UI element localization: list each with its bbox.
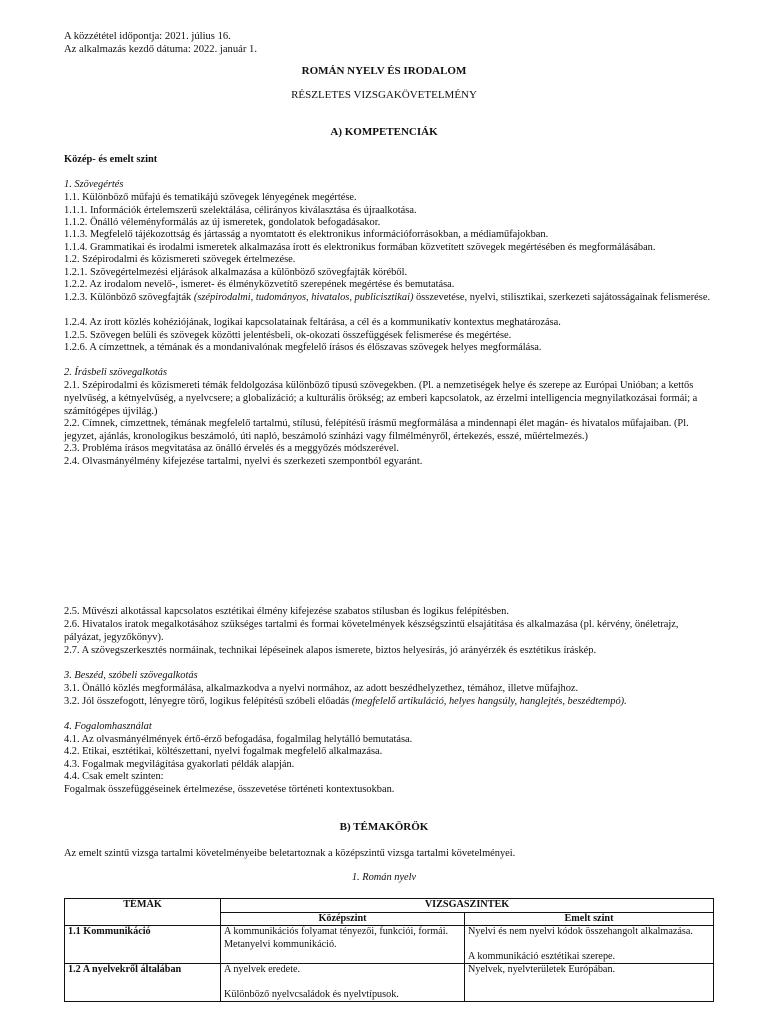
list-item: 4.4. Csak emelt szinten: — [64, 771, 164, 782]
table-cell-topic: 1.2 A nyelvekről általában — [65, 964, 221, 1002]
list-item — [64, 291, 714, 304]
section-b-intro: Az emelt szintű vizsga tartalmi követelményeibe beletartoznak a középszintű vizsga tartalmi követelményei. — [64, 848, 516, 859]
cell-spacer — [468, 939, 710, 951]
list-item: 2.7. A szövegszerkesztés normáinak, technikai lépéseinek alapos ismerete, biztos helyesírás, jó arányérzék és esztétikus íráskép. — [64, 645, 597, 656]
list-item: 1.2.6. A címzettnek, a témának és a mondanivalónak megfelelő írásos és élőszavas szövegek helyes megformálása. — [64, 342, 542, 353]
table-header-adv: Emelt szint — [465, 912, 714, 926]
item-text: összevetése, nyelvi, stilisztikai, szerkezeti sajátosságainak felismerése. — [416, 292, 711, 303]
subsection-3-title: 3. Beszéd, szóbeli szövegalkotás — [64, 670, 198, 681]
list-item: 4.1. Az olvasmányélmények értő-érző befogadása, fogalmilag helytálló bemutatása. — [64, 734, 413, 745]
table-row — [65, 926, 714, 964]
cell-text: Metanyelvi kommunikáció. — [224, 938, 337, 950]
publication-date: A közzététel időpontja: 2021. július 16. — [64, 31, 231, 42]
effective-date: Az alkalmazás kezdő dátuma: 2022. január 1. — [64, 44, 257, 55]
list-item: 1.1.1. Információk értelemszerű szelektálása, célirányos kiválasztása és újraalkotása. — [64, 205, 417, 216]
list-item: 2.2. Címnek, címzettnek, témának megfelelő tartalmú, stílusú, felépítésű írásmű megformálása a mindennapi élet magán- és hivatalos műfajaiban. (Pl. jegyzet, ajánlás, kronologikus beszámoló, úti napló, beszámoló színházi vagy filmélményről, értekezés, esszé, műértelmezés.) — [64, 418, 689, 442]
item-text: 1.2.3. Különböző szövegfajták — [64, 292, 192, 303]
cell-text: A kommunikáció esztétikai szerepe. — [468, 950, 616, 962]
list-item: 1.2.4. Az írott közlés kohéziójának, logikai kapcsolatainak feltárása, a cél és a kommunikatív kontextus meghatározása. — [64, 317, 561, 328]
cell-spacer — [224, 977, 461, 989]
list-item: 1.2.1. Szövegértelmezési eljárások alkalmazása a különböző szövegfajták köréből. — [64, 267, 408, 278]
table-row — [65, 964, 714, 1002]
topics-table — [64, 898, 714, 1002]
list-item: Fogalmak összefüggéseinek értelmezése, összevetése történeti kontextusokban. — [64, 784, 395, 795]
table-cell-adv — [465, 926, 714, 964]
section-b-subtitle: 1. Román nyelv — [351, 872, 417, 883]
list-item: 2.3. Probléma írásos megvitatása az önálló érvelés és a meggyőzés módszerével. — [64, 443, 399, 454]
subsection-1-title: 1. Szövegértés — [64, 179, 124, 190]
list-item: 4.2. Etikai, esztétikai, költészettani, nyelvi fogalmak megfelelő alkalmazása. — [64, 746, 383, 757]
list-item: 1.2.2. Az irodalom nevelő-, ismeret- és élményközvetítő szerepének megértése és bemutatása. — [64, 279, 455, 290]
section-a-heading: A) KOMPETENCIÁK — [330, 126, 438, 138]
document-subtitle: RÉSZLETES VIZSGAKÖVETELMÉNY — [291, 89, 477, 101]
item-italic-text: (megfelelő artikuláció, helyes hangsúly, hanglejtés, beszédtempó). — [351, 696, 627, 707]
level-heading: Közép- és emelt szint — [64, 154, 158, 165]
table-cell-mid — [221, 964, 465, 1002]
list-item: 2.1. Szépirodalmi és közismereti témák feldolgozása különböző típusú szövegekben. (Pl. a nemzetiségek helye és szerepe az Európai Unióban; a kettős nyelvűség, a kétnyelvűség, a nyelvcsere; a globalizáció; a kulturális örökség; az emberi kapcsolatok, az érzelmi intelligencia megnyilatkozásai formái; a számítógépes újvilág.) — [64, 380, 698, 417]
table-cell-topic: 1.1 Kommunikáció — [65, 926, 221, 964]
list-item: 1.2. Szépirodalmi és közismereti szövegek értelmezése. — [64, 254, 296, 265]
list-item: 1.1. Különböző műfajú és tematikájú szövegek lényegének megértése. — [64, 192, 357, 203]
cell-text: A kommunikációs folyamat tényezői, funkciói, formái. — [224, 926, 449, 937]
list-item: 2.4. Olvasmányélmény kifejezése tartalmi, nyelvi és szerkezeti szempontból egyaránt. — [64, 456, 423, 467]
table-header-mid: Középszint — [221, 912, 465, 926]
cell-text: Nyelvek, nyelvterületek Európában. — [468, 964, 616, 975]
subsection-2-title: 2. Írásbeli szövegalkotás — [64, 367, 168, 378]
list-item: 3.1. Önálló közlés megformálása, alkalmazkodva a nyelvi normához, az adott beszédhelyzethez, témához, illetve műfajhoz. — [64, 683, 579, 694]
list-item: 2.6. Hivatalos iratok megalkotásához szükséges tartalmi és formai követelmények készségszintű elsajátítása és alkalmazása (pl. kérvény, önéletrajz, pályázat, jegyzőkönyv). — [64, 619, 679, 643]
cell-text: Nyelvi és nem nyelvi kódok összehangolt alkalmazása. — [468, 926, 693, 937]
cell-text: A nyelvek eredete. — [224, 964, 301, 975]
list-item: 4.3. Fogalmak megvilágítása gyakorlati példák alapján. — [64, 759, 295, 770]
list-item: 2.5. Művészi alkotással kapcsolatos esztétikai élmény kifejezése szabatos stílusban és logikus felépítésben. — [64, 606, 509, 617]
list-item: 1.1.2. Önálló véleményformálás az új ismeretek, gondolatok befogadásakor. — [64, 217, 381, 228]
table-header-levels: VIZSGASZINTEK — [221, 899, 714, 913]
list-item: 1.1.3. Megfelelő tájékozottság és jártasság a nyomtatott és elektronikus információforrásokban, a médiaműfajokban. — [64, 229, 549, 240]
subsection-4-title: 4. Fogalomhasználat — [64, 721, 152, 732]
document-title: ROMÁN NYELV ÉS IRODALOM — [301, 65, 467, 77]
list-item — [64, 695, 714, 708]
table-cell-adv — [465, 964, 714, 1002]
list-item: 1.1.4. Grammatikai és irodalmi ismeretek alkalmazása írott és elektronikus formában közvetített szövegek megértésében és megformálásában. — [64, 242, 656, 253]
table-header-topics: TÉMÁK — [65, 899, 221, 926]
list-item: 1.2.5. Szövegen belüli és szövegek közötti jelentésbeli, ok-okozati összefüggések felismerése és megértése. — [64, 330, 512, 341]
table-cell-mid — [221, 926, 465, 964]
item-italic-text: (szépirodalmi, tudományos, hivatalos, publicisztikai) — [193, 292, 414, 303]
cell-text: Különböző nyelvcsaládok és nyelvtípusok. — [224, 988, 399, 1000]
section-b-heading: B) TÉMAKÖRÖK — [339, 821, 429, 833]
item-text: 3.2. Jól összefogott, lényegre törő, logikus felépítésű szóbeli előadás — [64, 696, 350, 707]
